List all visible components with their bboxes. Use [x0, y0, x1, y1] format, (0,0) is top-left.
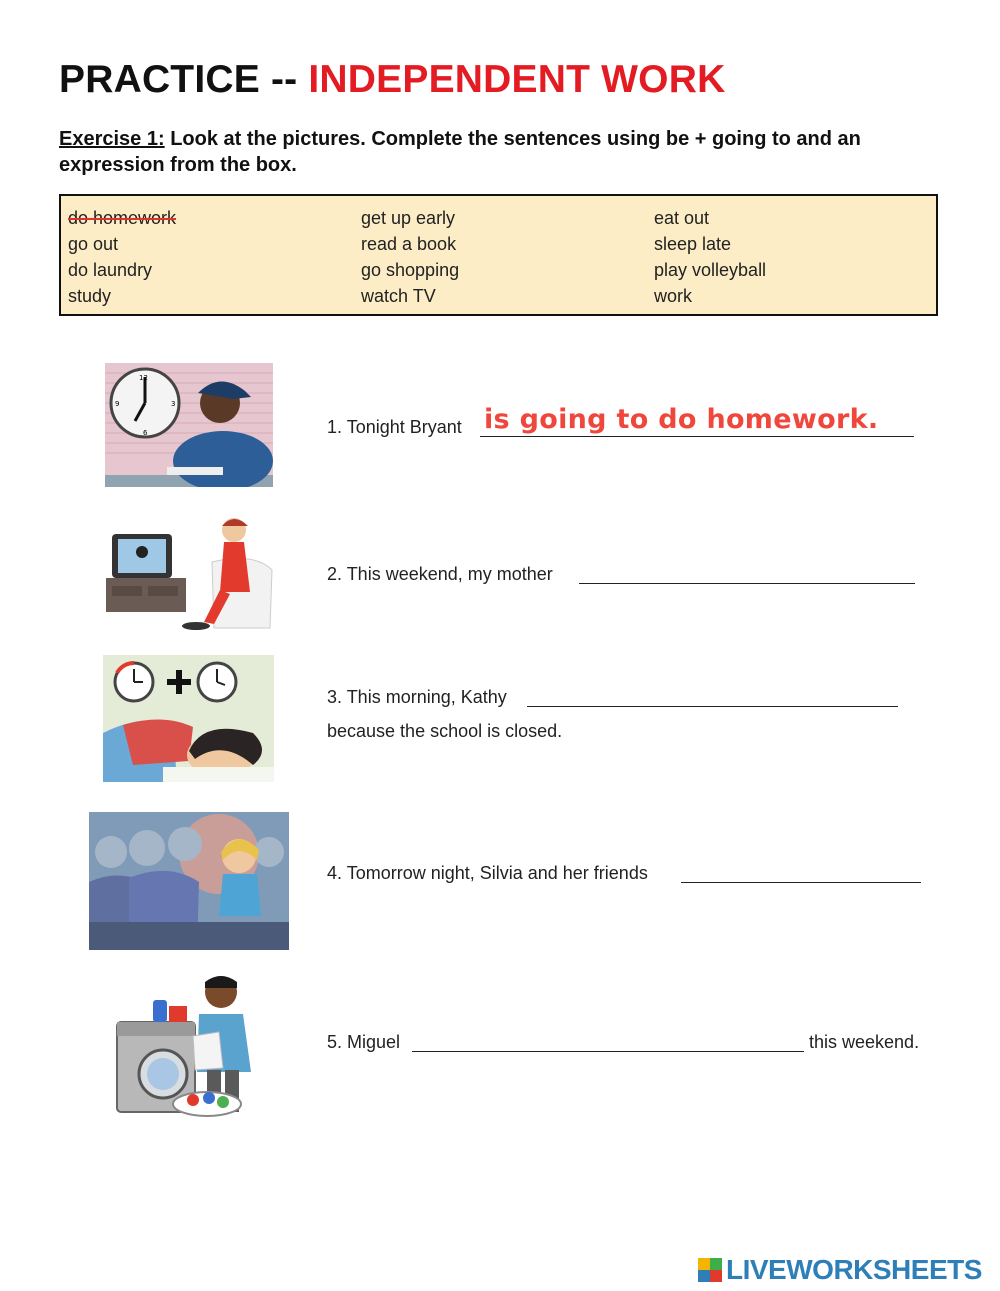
sentence-3-continuation: because the school is closed.: [327, 721, 563, 741]
sentence-1-prefix: 1. Tonight Bryant: [327, 417, 462, 437]
word-item: study: [68, 286, 112, 306]
filled-answer-1: is going to do homework.: [484, 404, 879, 435]
answer-blank-5[interactable]: [412, 1051, 804, 1052]
word-item: read a book: [361, 234, 457, 254]
word-item: go shopping: [361, 260, 460, 280]
man-doing-laundry-illustration: [115, 972, 265, 1120]
word-item-crossed: do homework: [68, 208, 177, 228]
page-title: [59, 58, 725, 102]
title-practice: PRACTICE --: [59, 58, 309, 101]
svg-text:3: 3: [171, 400, 176, 408]
word-item: work: [654, 286, 693, 306]
svg-text:12: 12: [139, 374, 148, 382]
exercise-instructions: [59, 126, 939, 178]
exercise-label: Exercise 1:: [59, 128, 165, 150]
word-column-3: [654, 205, 766, 309]
liveworksheets-logo[interactable]: [698, 1255, 982, 1285]
sentence-5-suffix: this weekend.: [809, 1032, 920, 1052]
sentence-4-prefix: 4. Tomorrow night, Silvia and her friends: [327, 863, 648, 883]
word-item: eat out: [654, 208, 710, 228]
friends-at-party-illustration: [89, 812, 289, 950]
expression-word-box: [59, 194, 938, 316]
exercise-text: Look at the pictures. Complete the sentences using be + going to and an expression from the box.: [59, 128, 861, 176]
woman-watching-tv-illustration: [104, 512, 274, 634]
word-item: go out: [68, 234, 119, 254]
svg-text:9: 9: [115, 400, 120, 408]
sentence-2-prefix: 2. This weekend, my mother: [327, 564, 553, 584]
sentence-5-prefix: 5. Miguel: [327, 1032, 401, 1052]
word-item: sleep late: [654, 234, 732, 254]
word-column-1: [68, 205, 176, 309]
word-item: watch TV: [361, 286, 436, 306]
clock-student-writing-illustration: [105, 363, 273, 487]
answer-blank-1[interactable]: [480, 436, 914, 437]
title-independent-work: INDEPENDENT WORK: [308, 58, 726, 101]
word-column-2: [361, 205, 459, 309]
answer-blank-4[interactable]: [681, 882, 921, 883]
liveworksheets-logo-icon: [698, 1258, 722, 1282]
girl-sleeping-clocks-illustration: [103, 655, 274, 782]
answer-blank-3[interactable]: [527, 706, 898, 707]
svg-text:6: 6: [143, 429, 148, 437]
word-item: play volleyball: [654, 260, 767, 280]
word-item: do laundry: [68, 260, 153, 280]
sentence-3-prefix: 3. This morning, Kathy: [327, 687, 507, 707]
word-item: get up early: [361, 208, 456, 228]
answer-blank-2[interactable]: [579, 583, 915, 584]
liveworksheets-logo-text: LIVEWORKSHEETS: [726, 1254, 982, 1285]
